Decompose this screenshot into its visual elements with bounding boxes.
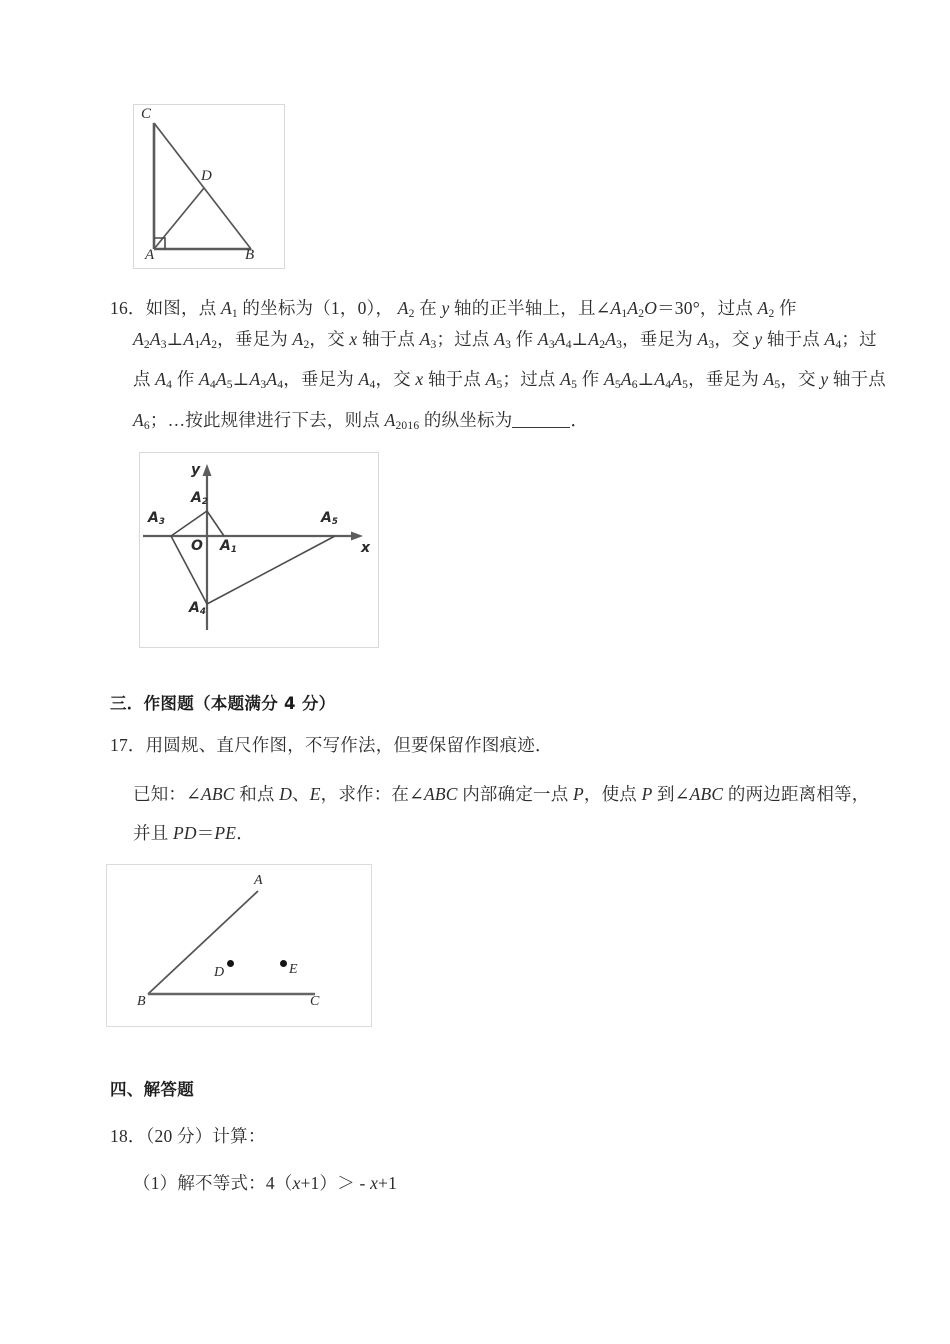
origin-label-O: O — [191, 538, 203, 554]
coordinate-spiral-svg — [139, 452, 379, 648]
figure-angle-ABC — [106, 864, 372, 1027]
section-heading-4: 四、解答题 — [110, 1080, 194, 1099]
point-label-A2: $A_2$ — [191, 490, 208, 507]
q16-line-1: 16．如图，点 $A_1$ 的坐标为（1，0）， $A_2$ 在 y 轴的正半轴上，且$\angle A_1A_2O=30^\circ$，过点 $A_2$ 作 — [110, 298, 797, 320]
point-label-A5: $A_5$ — [321, 510, 338, 527]
axis-label-y: y — [191, 462, 201, 478]
q17-line-1: 17．用圆规、直尺作图，不写作法，但要保留作图痕迹． — [110, 735, 553, 755]
angle-label-A: A — [254, 873, 263, 888]
q17-line-2: 已知：∠ABC 和点 D、E，求作：在∠ABC 内部确定一点 P，使点 P 到∠ABC 的两边距离相等， — [133, 784, 870, 804]
triangle-label-A: A — [145, 247, 155, 263]
point-label-A4: $A_4$ — [189, 600, 206, 617]
triangle-label-C: C — [141, 106, 152, 122]
q16-line-3: 点 $A_4$ 作 $A_4A_5\perp A_3A_4$，垂足为 $A_4$，交 x 轴于点 $A_5$；过点 $A_5$ 作 $A_5A_6\perp A_4A_5$，垂足为 $A_5$，交 y 轴于点 — [133, 369, 886, 391]
q18-line-1: 18．（20 分）计算： — [110, 1126, 266, 1146]
angle-label-B: B — [137, 994, 146, 1009]
point-label-A3: $A_3$ — [148, 510, 165, 527]
angle-label-C: C — [310, 994, 320, 1009]
point-label-A1: $A_1$ — [220, 538, 237, 555]
q17-line-3: 并且 PD＝PE． — [133, 823, 254, 843]
angle-label-E: E — [289, 962, 298, 977]
figure-coordinate-spiral — [139, 452, 379, 648]
triangle-ABC-svg — [133, 104, 285, 269]
triangle-label-D: D — [201, 168, 212, 184]
axis-label-x: x — [361, 540, 371, 556]
point-dot-D — [227, 960, 234, 967]
q18-line-2: （1）解不等式：4（x+1）＞ - x+1 — [133, 1173, 398, 1193]
angle-label-D: D — [214, 965, 225, 980]
q16-line-4: $A_6$；…按此规律进行下去，则点 $A_{2016}$ 的纵坐标为 ． — [133, 410, 589, 432]
q16-answer-blank[interactable] — [512, 427, 570, 428]
q16-line-2: $A_2A_3\perp A_1A_2$，垂足为 $A_2$，交 x 轴于点 $A_3$；过点 $A_3$ 作 $A_3A_4\perp A_2A_3$，垂足为 $A_3$，交 y 轴于点 $A_4$；过 — [133, 329, 877, 351]
section-heading-3: 三．作图题（本题满分 4 分） — [110, 694, 336, 713]
point-dot-E — [280, 960, 287, 967]
triangle-label-B: B — [245, 247, 255, 263]
figure-right-triangle-ABC — [133, 104, 285, 269]
